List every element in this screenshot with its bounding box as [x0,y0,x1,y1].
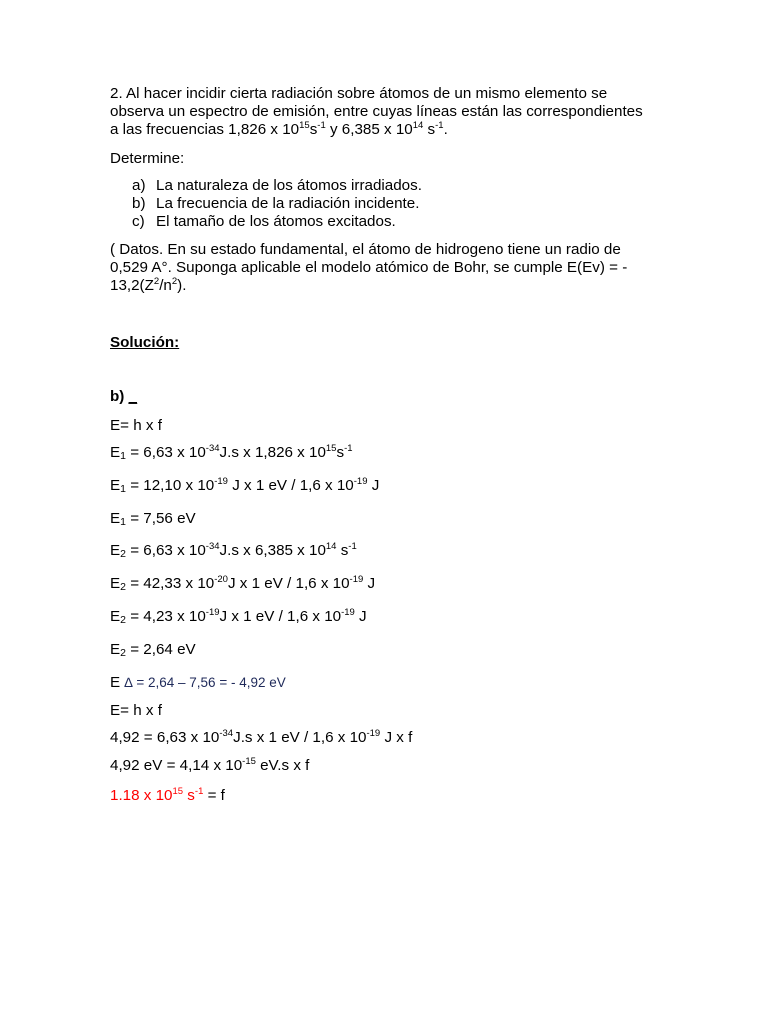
equation-e1-calc: $E_1 = 6,63$ x $10^{-34}J.s$ x 1,826 x $10^{15}s^{-1}$ [110,443,353,462]
equation-frequency-setup: 4,92 = 6,63 x $10^{-34}J.s$ x 1 eV / 1,6 x $10^{-19}$ J x f [110,728,413,746]
list-item: c) El tamaño de los átomos excitados. [132,213,396,230]
equation-frequency-simplified: 4,92 eV = 4,14 x $10^{-15}$ eV.s x f [110,756,310,774]
datos-line-3: $13,2(Z^2/n^2)$. [110,276,187,294]
equation-e2-calc: $E_2 = 6,63$ x $10^{-34}J.s$ x 6,385 x $10^{14}$ $s^{-1}$ [110,541,357,560]
equation-energy-formula-2: E= h x f [110,702,162,719]
equation-e2-convert-2: $E_2 = 4,23$ x $10^{-19}J$ x 1 eV / 1,6 x $10^{-19}$ J [110,607,367,626]
problem-line-3: a las frecuencias 1,826 x $10^{15}s^{-1}$ y 6,385 x $10^{14}$ $s^{-1}$. [110,120,448,138]
equation-delta-e: E ∆ = 2,64 – 7,56 = - 4,92 eV [110,674,286,691]
list-item: b) La frecuencia de la radiación incidente. [132,195,420,212]
part-b-heading: b) _ [110,388,138,405]
problem-line-1: 2. Al hacer incidir cierta radiación sobre átomos de un mismo elemento se [110,85,608,102]
problem-line-2: observa un espectro de emisión, entre cuyas líneas están las correspondientes [110,103,643,120]
list-item: a) La naturaleza de los átomos irradiados. [132,177,422,194]
solution-heading: Solución: [110,334,180,351]
equation-e2-result: $E_2 = 2,64$ eV [110,641,196,659]
equation-e2-convert: $E_2 = 42,33$ x $10^{-20}J$ x 1 eV / 1,6 x $10^{-19}$ J [110,574,376,593]
equation-e1-convert: $E_1 = 12,10$ x $10^{-19}$ J x 1 eV / 1,6 x $10^{-19}$ J [110,476,380,495]
equation-e1-result: $E_1 = 7,56$ eV [110,510,196,528]
datos-line-2: 0,529 A°. Suponga aplicable el modelo atómico de Bohr, se cumple E(Ev) = - [110,259,628,276]
equation-energy-formula: E= h x f [110,417,162,434]
equation-frequency-result: 1.18 x $10^{15}$ $s^{-1} = f$ [110,786,225,804]
datos-line-1: ( Datos. En su estado fundamental, el átomo de hidrogeno tiene un radio de [110,241,621,258]
determine-heading: Determine: [110,150,185,167]
